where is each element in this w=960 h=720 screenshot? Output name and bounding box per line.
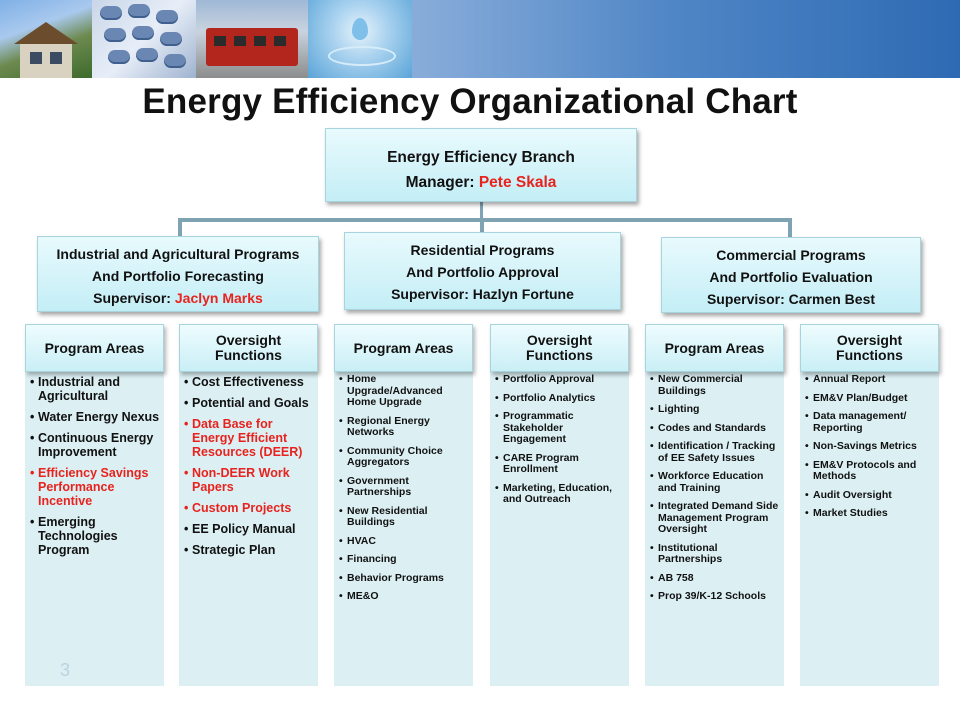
supervisor-box-line2: And Portfolio Forecasting	[92, 268, 264, 284]
column-residential-oversight	[490, 330, 629, 686]
industrial-agricultural-box	[37, 236, 319, 312]
train-photo	[196, 0, 308, 78]
column-industrial-program-areas	[25, 330, 164, 686]
column-heading: Program Areas	[334, 324, 473, 372]
list-item: • HVAC	[339, 536, 469, 548]
list-item: • Cost Effectiveness	[184, 375, 314, 389]
list-item: • Identification / Tracking of EE Safety Issues	[650, 441, 780, 464]
supervisor-name: Carmen Best	[788, 291, 876, 307]
branch-box	[325, 128, 637, 202]
list-item: • Home Upgrade/Advanced Home Upgrade	[339, 374, 469, 409]
column-heading: Oversight Functions	[800, 324, 939, 372]
supervisor-name: Hazlyn Fortune	[472, 286, 574, 302]
page-number: 3	[60, 660, 71, 680]
list-item: • EM&V Plan/Budget	[805, 393, 935, 405]
item-list	[495, 374, 625, 513]
supervisor-label: Supervisor:	[391, 286, 469, 302]
list-item: • Codes and Standards	[650, 423, 780, 435]
connector-right	[788, 218, 792, 237]
list-item: • Potential and Goals	[184, 396, 314, 410]
supervisor-box-line1: Industrial and Agricultural Programs	[56, 246, 300, 262]
list-item: • Portfolio Approval	[495, 374, 625, 386]
column-heading: Program Areas	[645, 324, 784, 372]
list-item: • Strategic Plan	[184, 543, 314, 557]
supervisor-line	[662, 288, 920, 310]
list-item: • Government Partnerships	[339, 476, 469, 499]
list-item: • Non-Savings Metrics	[805, 441, 935, 453]
branch-manager	[326, 170, 636, 195]
list-item: • New Commercial Buildings	[650, 374, 780, 397]
list-item: • CARE Program Enrollment	[495, 453, 625, 476]
list-item: • Programmatic Stakeholder Engagement	[495, 411, 625, 446]
list-item: • Community Choice Aggregators	[339, 446, 469, 469]
list-item: • EE Policy Manual	[184, 522, 314, 536]
list-item: • Integrated Demand Side Management Program Oversight	[650, 501, 780, 536]
connector-left	[178, 218, 182, 236]
list-item: • Emerging Technologies Program	[30, 515, 160, 557]
list-item: • Data Base for Energy Efficient Resources (DEER)	[184, 417, 314, 459]
list-item: • Behavior Programs	[339, 573, 469, 585]
column-heading: Oversight Functions	[490, 324, 629, 372]
item-list	[184, 375, 314, 564]
list-item: • Financing	[339, 554, 469, 566]
water-drop-photo	[308, 0, 412, 78]
column-commercial-oversight	[800, 330, 939, 686]
keypad-photo	[92, 0, 196, 78]
list-item: • ME&O	[339, 591, 469, 603]
connector-middle	[480, 218, 484, 232]
column-industrial-oversight	[179, 330, 318, 686]
supervisor-box-line1: Commercial Programs	[716, 247, 866, 263]
list-item: • Regional Energy Networks	[339, 416, 469, 439]
item-list	[650, 374, 780, 610]
list-item: • Market Studies	[805, 508, 935, 520]
list-item: • Water Energy Nexus	[30, 410, 160, 424]
list-item: • Workforce Education and Training	[650, 471, 780, 494]
column-heading: Oversight Functions	[179, 324, 318, 372]
column-commercial-program-areas	[645, 330, 784, 686]
list-item: • Prop 39/K-12 Schools	[650, 591, 780, 603]
list-item: • New Residential Buildings	[339, 506, 469, 529]
list-item: • Institutional Partnerships	[650, 543, 780, 566]
column-heading: Program Areas	[25, 324, 164, 372]
list-item: • Portfolio Analytics	[495, 393, 625, 405]
item-list	[339, 374, 469, 610]
residential-box	[344, 232, 621, 310]
manager-label: Manager:	[405, 174, 475, 191]
list-item: • Non-DEER Work Papers	[184, 466, 314, 494]
list-item: • Marketing, Education, and Outreach	[495, 483, 625, 506]
commercial-box	[661, 237, 921, 313]
list-item: • Lighting	[650, 404, 780, 416]
manager-name: Pete Skala	[478, 174, 557, 191]
supervisor-line	[345, 283, 620, 305]
list-item: • Audit Oversight	[805, 490, 935, 502]
supervisor-label: Supervisor:	[706, 291, 785, 307]
list-item: • Efficiency Savings Performance Incentive	[30, 466, 160, 508]
item-list	[805, 374, 935, 527]
page-title: Energy Efficiency Organizational Chart	[142, 82, 798, 121]
list-item: • Annual Report	[805, 374, 935, 386]
connector-horizontal	[178, 218, 792, 222]
item-list	[30, 375, 160, 564]
supervisor-box-line2: And Portfolio Approval	[406, 264, 559, 280]
list-item: • AB 758	[650, 573, 780, 585]
list-item: • Continuous Energy Improvement	[30, 431, 160, 459]
list-item: • Data management/ Reporting	[805, 411, 935, 434]
supervisor-box-line2: And Portfolio Evaluation	[709, 269, 873, 285]
supervisor-label: Supervisor:	[93, 290, 171, 306]
list-item: • Industrial and Agricultural	[30, 375, 160, 403]
supervisor-line	[38, 287, 318, 309]
list-item: • EM&V Protocols and Methods	[805, 460, 935, 483]
column-residential-program-areas	[334, 330, 473, 686]
list-item: • Custom Projects	[184, 501, 314, 515]
house-solar-photo	[0, 0, 92, 78]
supervisor-name: Jaclyn Marks	[174, 290, 263, 306]
branch-name: Energy Efficiency Branch	[387, 149, 575, 166]
supervisor-box-line1: Residential Programs	[410, 242, 555, 258]
